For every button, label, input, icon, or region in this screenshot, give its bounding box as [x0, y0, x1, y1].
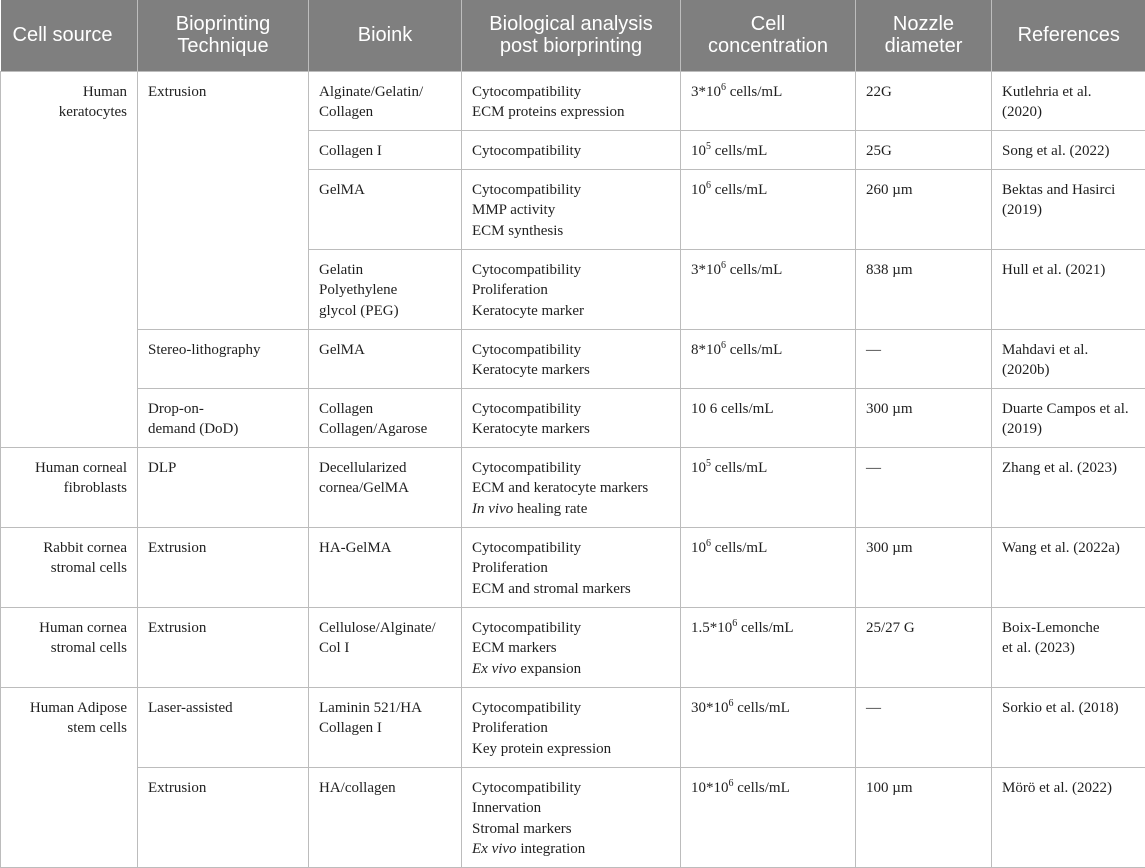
reference-cell: Mahdavi et al. (2020b) — [992, 329, 1145, 388]
cell-source-fibroblasts: Human corneal fibroblasts — [1, 447, 138, 527]
analysis-cell: Cytocompatibility — [462, 130, 681, 169]
table-row — [1, 329, 1145, 388]
technique-dlp: DLP — [138, 447, 309, 527]
analysis-cell: Cytocompatibility MMP activity ECM synthesis — [462, 169, 681, 249]
concentration-cell: $3*10^6$ cells/mL — [681, 249, 856, 329]
bioink-cell: Collagen I — [309, 130, 462, 169]
technique-extrusion: Extrusion — [138, 527, 309, 607]
header-concentration: Cell concentration — [681, 0, 856, 71]
nozzle-cell: 100 µm — [856, 767, 992, 867]
header-bioink: Bioink — [309, 0, 462, 71]
table-row — [1, 527, 1145, 607]
cell-source-human-stromal: Human cornea stromal cells — [1, 607, 138, 687]
nozzle-cell: 300 µm — [856, 388, 992, 447]
bioink-cell: GelMA — [309, 169, 462, 249]
reference-cell: Bektas and Hasirci (2019) — [992, 169, 1145, 249]
bioink-cell: Collagen Collagen/Agarose — [309, 388, 462, 447]
nozzle-cell: 25G — [856, 130, 992, 169]
header-analysis: Biological analysis post biorprinting — [462, 0, 681, 71]
bioink-cell: GelMA — [309, 329, 462, 388]
header-row — [1, 0, 1145, 71]
concentration-cell: $10^6$ cells/mL — [681, 527, 856, 607]
reference-cell: Hull et al. (2021) — [992, 249, 1145, 329]
table-row — [1, 388, 1145, 447]
concentration-cell: $1.5*10^6$ cells/mL — [681, 607, 856, 687]
analysis-cell: Cytocompatibility Keratocyte markers — [462, 388, 681, 447]
reference-cell: Mörö et al. (2022) — [992, 767, 1145, 867]
table-row — [1, 767, 1145, 867]
header-technique: Bioprinting Technique — [138, 0, 309, 71]
analysis-cell: Cytocompatibility ECM proteins expression — [462, 71, 681, 130]
table-row — [1, 71, 1145, 130]
cell-source-rabbit: Rabbit cornea stromal cells — [1, 527, 138, 607]
technique-extrusion: Extrusion — [138, 767, 309, 867]
header-cell-source: Cell source — [1, 0, 138, 71]
reference-cell: Song et al. (2022) — [992, 130, 1145, 169]
reference-cell: Duarte Campos et al. (2019) — [992, 388, 1145, 447]
technique-extrusion: Extrusion — [138, 607, 309, 687]
table-row — [1, 447, 1145, 527]
concentration-cell: $3*10^6$ cells/mL — [681, 71, 856, 130]
nozzle-cell: — — [856, 329, 992, 388]
concentration-cell: $10*10^6$ cells/mL — [681, 767, 856, 867]
nozzle-cell: 838 µm — [856, 249, 992, 329]
technique-extrusion: Extrusion — [138, 71, 309, 329]
bioink-cell: Gelatin Polyethylene glycol (PEG) — [309, 249, 462, 329]
concentration-cell: $10^5$ cells/mL — [681, 447, 856, 527]
technique-stereolithography: Stereo-lithography — [138, 329, 309, 388]
nozzle-cell: 22G — [856, 71, 992, 130]
nozzle-cell: — — [856, 687, 992, 767]
technique-drop-on-demand: Drop-on- demand (DoD) — [138, 388, 309, 447]
cell-source-adipose: Human Adipose stem cells — [1, 687, 138, 867]
bioink-cell: Laminin 521/HA Collagen I — [309, 687, 462, 767]
technique-laser-assisted: Laser-assisted — [138, 687, 309, 767]
bioink-cell: Decellularized cornea/GelMA — [309, 447, 462, 527]
analysis-cell: Cytocompatibility Proliferation ECM and stromal markers — [462, 527, 681, 607]
reference-cell: Zhang et al. (2023) — [992, 447, 1145, 527]
concentration-cell: $10^6$ cells/mL — [681, 169, 856, 249]
reference-cell: Kutlehria et al. (2020) — [992, 71, 1145, 130]
nozzle-cell: 260 µm — [856, 169, 992, 249]
reference-cell: Sorkio et al. (2018) — [992, 687, 1145, 767]
reference-cell: Wang et al. (2022a) — [992, 527, 1145, 607]
bioink-cell: Cellulose/Alginate/ Col I — [309, 607, 462, 687]
reference-cell: Boix-Lemonche et al. (2023) — [992, 607, 1145, 687]
concentration-cell: 10 6 cells/mL — [681, 388, 856, 447]
bioink-cell: Alginate/Gelatin/ Collagen — [309, 71, 462, 130]
header-references: References — [992, 0, 1145, 71]
concentration-cell: $8*10^6$ cells/mL — [681, 329, 856, 388]
analysis-cell: Cytocompatibility Innervation Stromal markers Ex vivo integration — [462, 767, 681, 867]
analysis-cell: Cytocompatibility Proliferation Keratocyte marker — [462, 249, 681, 329]
cell-source-keratocytes: Human keratocytes — [1, 71, 138, 447]
table-row — [1, 687, 1145, 767]
analysis-cell: Cytocompatibility ECM and keratocyte markers In vivo healing rate — [462, 447, 681, 527]
analysis-cell: Cytocompatibility Keratocyte markers — [462, 329, 681, 388]
nozzle-cell: 300 µm — [856, 527, 992, 607]
concentration-cell: $30*10^6$ cells/mL — [681, 687, 856, 767]
bioink-cell: HA-GelMA — [309, 527, 462, 607]
concentration-cell: $10^5$ cells/mL — [681, 130, 856, 169]
table-row — [1, 607, 1145, 687]
analysis-cell: Cytocompatibility Proliferation Key protein expression — [462, 687, 681, 767]
analysis-cell: Cytocompatibility ECM markers Ex vivo expansion — [462, 607, 681, 687]
bioink-cell: HA/collagen — [309, 767, 462, 867]
header-nozzle: Nozzle diameter — [856, 0, 992, 71]
nozzle-cell: 25/27 G — [856, 607, 992, 687]
nozzle-cell: — — [856, 447, 992, 527]
